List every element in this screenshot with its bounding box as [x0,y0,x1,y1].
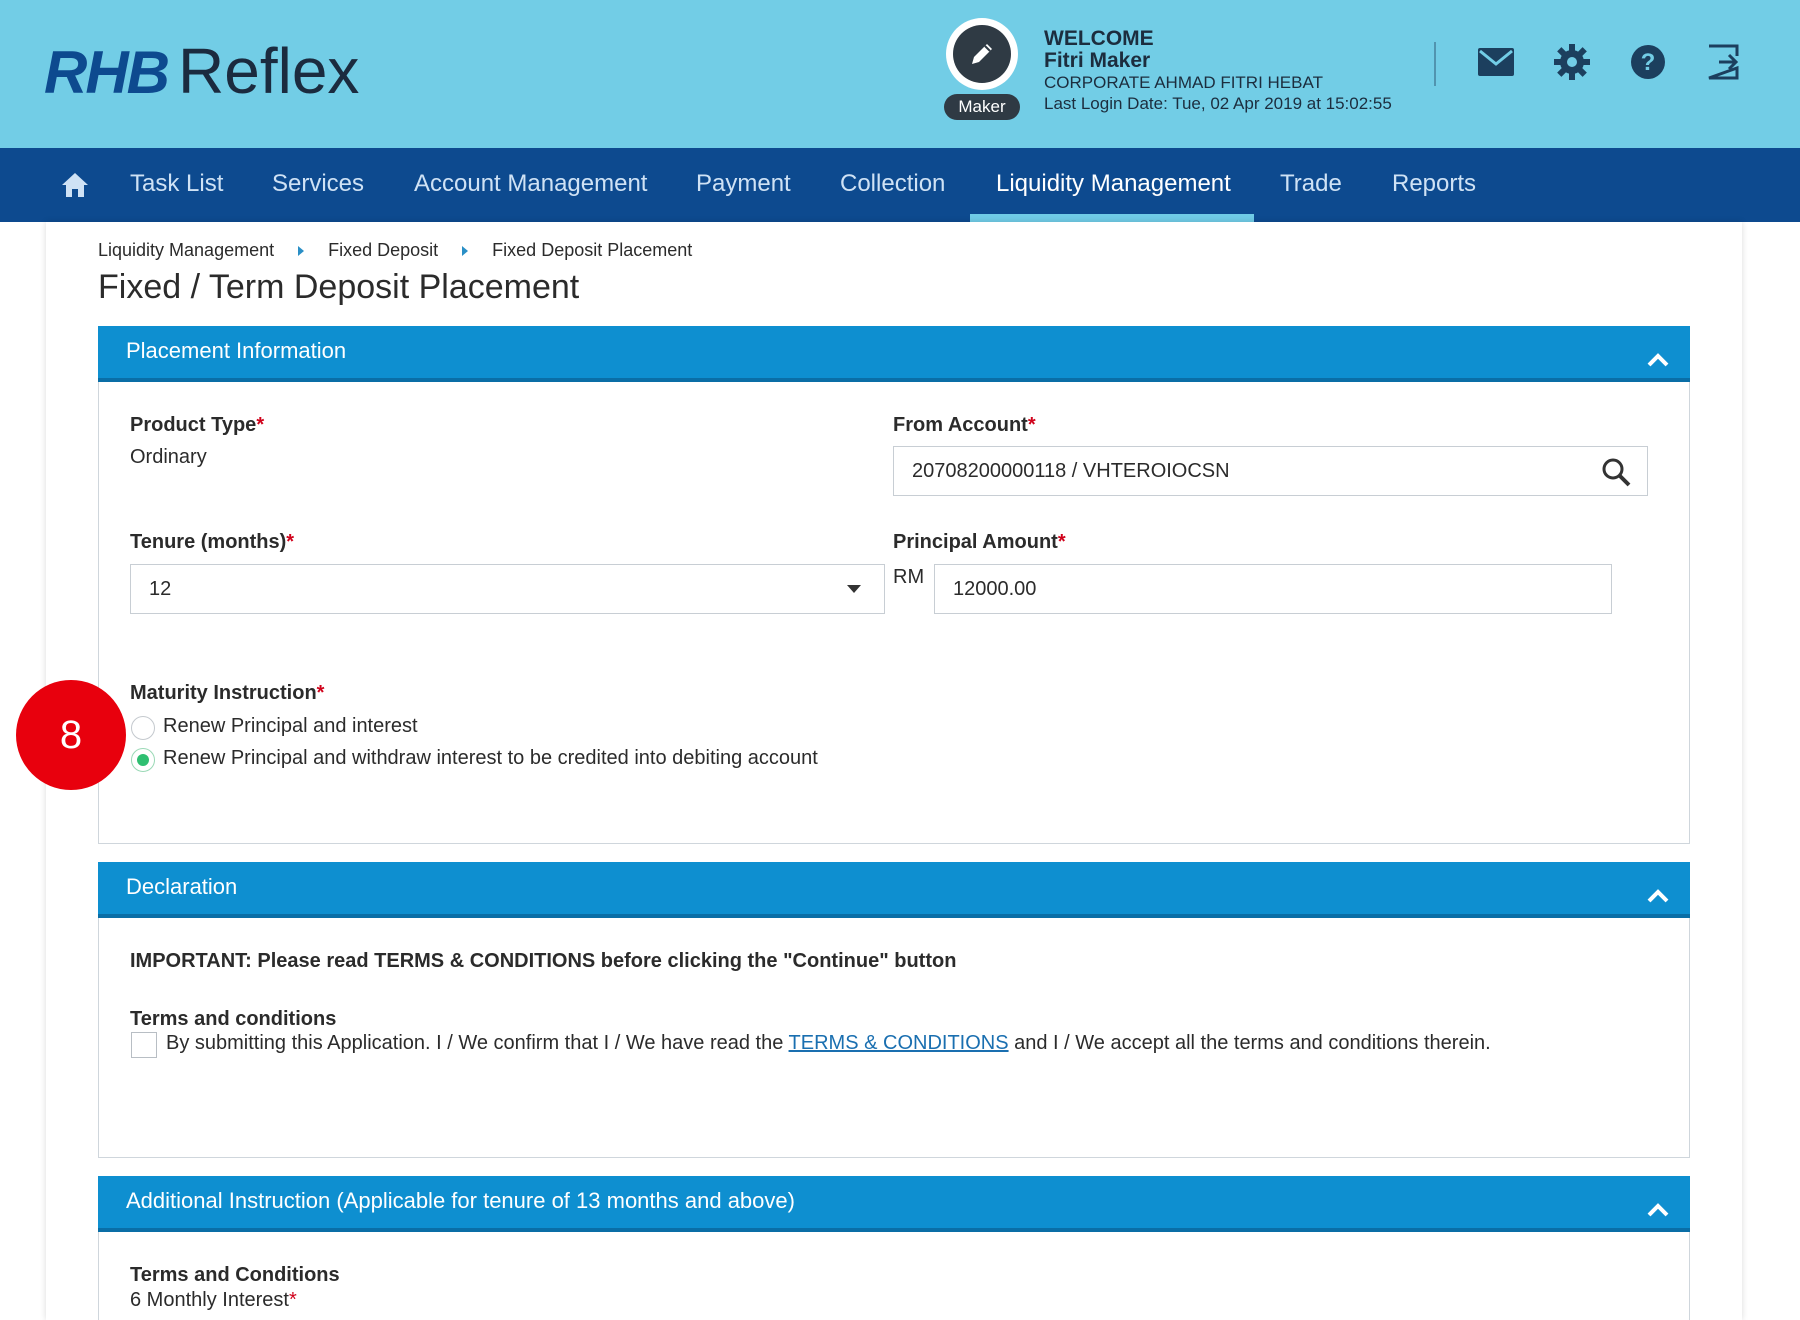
nav-active-indicator [970,214,1254,222]
additional-tc-label: Terms and Conditions [130,1264,340,1286]
placement-section-header [98,326,1690,382]
maturity-instruction-label: Maturity Instruction* [130,682,325,704]
terms-conditions-link[interactable]: TERMS & CONDITIONS [788,1032,1009,1054]
home-icon[interactable] [60,170,90,200]
additional-instruction-section [98,1176,1690,1320]
nav-task-list[interactable]: Task List [130,170,224,197]
nav-collection[interactable]: Collection [840,170,946,197]
app-header [0,0,1800,148]
company-name: CORPORATE AHMAD FITRI HEBAT [1044,73,1323,92]
gear-icon[interactable] [1552,42,1592,82]
breadcrumb-fixed-deposit[interactable]: Fixed Deposit [328,240,439,260]
breadcrumb-separator-icon [298,246,304,256]
from-account-label: From Account* [893,414,1036,436]
product-type-label: Product Type* [130,414,265,436]
additional-section-header [98,1176,1690,1232]
chevron-up-icon[interactable] [1644,340,1672,364]
additional-section-title: Additional Instruction (Applicable for tenure of 13 months and above) [126,1188,795,1213]
declaration-tc-text: By submitting this Application. I / We confirm that I / We have read the TERMS & CONDITIONS and I / We accept all the terms and conditions therein. [166,1032,1491,1054]
placement-section-title: Placement Information [126,338,347,363]
principal-amount-input[interactable]: 12000.00 [934,564,1612,614]
declaration-section-header [98,862,1690,918]
help-icon[interactable] [1628,42,1668,82]
chevron-up-icon[interactable] [1644,876,1672,900]
logo-rhb: RHB [44,39,168,106]
maturity-option-2-label: Renew Principal and withdraw interest to be credited into debiting account [163,747,818,769]
declaration-section-title: Declaration [126,874,238,899]
maker-role-indicator [944,18,1020,122]
welcome-block [1044,28,1392,114]
search-icon[interactable] [1600,456,1632,493]
breadcrumb-liquidity-management[interactable]: Liquidity Management [98,240,275,260]
tenure-label: Tenure (months)* [130,531,295,553]
rhb-reflex-logo [44,34,360,107]
breadcrumb-current: Fixed Deposit Placement [492,240,693,260]
tenure-select[interactable]: 12 [130,564,885,614]
chevron-up-icon[interactable] [1644,1190,1672,1214]
maturity-option-1-label: Renew Principal and interest [163,715,418,737]
maker-badge: Maker [944,94,1020,120]
nav-trade[interactable]: Trade [1280,170,1342,197]
nav-payment[interactable]: Payment [696,170,791,197]
declaration-tc-label: Terms and conditions [130,1008,337,1030]
pencil-icon [953,25,1011,83]
maker-avatar [946,18,1018,90]
mail-icon[interactable] [1476,42,1516,82]
logout-icon[interactable] [1704,42,1744,82]
breadcrumb [98,240,692,261]
currency-label: RM [893,566,925,588]
header-divider [1434,42,1436,86]
welcome-label: WELCOME [1044,27,1154,50]
monthly-interest-label: 6 Monthly Interest* [130,1289,297,1311]
step-marker: 8 [16,680,126,790]
maturity-option-renew-principal-interest-radio[interactable] [131,716,155,740]
maturity-option-renew-principal-withdraw-interest-radio[interactable] [131,748,155,772]
last-login: Last Login Date: Tue, 02 Apr 2019 at 15:02:55 [1044,94,1392,113]
nav-account-management[interactable]: Account Management [414,170,648,197]
logo-reflex: Reflex [178,35,360,107]
terms-agree-checkbox[interactable] [131,1032,157,1058]
user-name: Fitri Maker [1044,49,1151,72]
chevron-down-icon[interactable] [846,582,862,600]
main-nav [0,148,1800,222]
page-title: Fixed / Term Deposit Placement [98,268,580,306]
from-account-input[interactable]: 20708200000118 / VHTEROIOCSN [893,446,1648,496]
svg-text:?: ? [1640,49,1656,76]
nav-reports[interactable]: Reports [1392,170,1477,197]
declaration-section [98,862,1690,1158]
breadcrumb-separator-icon [462,246,468,256]
declaration-important-notice: IMPORTANT: Please read TERMS & CONDITIONS before clicking the "Continue" button [130,950,957,972]
principal-amount-label: Principal Amount* [893,531,1066,553]
nav-services[interactable]: Services [272,170,365,197]
nav-liquidity-management[interactable]: Liquidity Management [996,170,1231,197]
product-type-value: Ordinary [130,446,207,468]
